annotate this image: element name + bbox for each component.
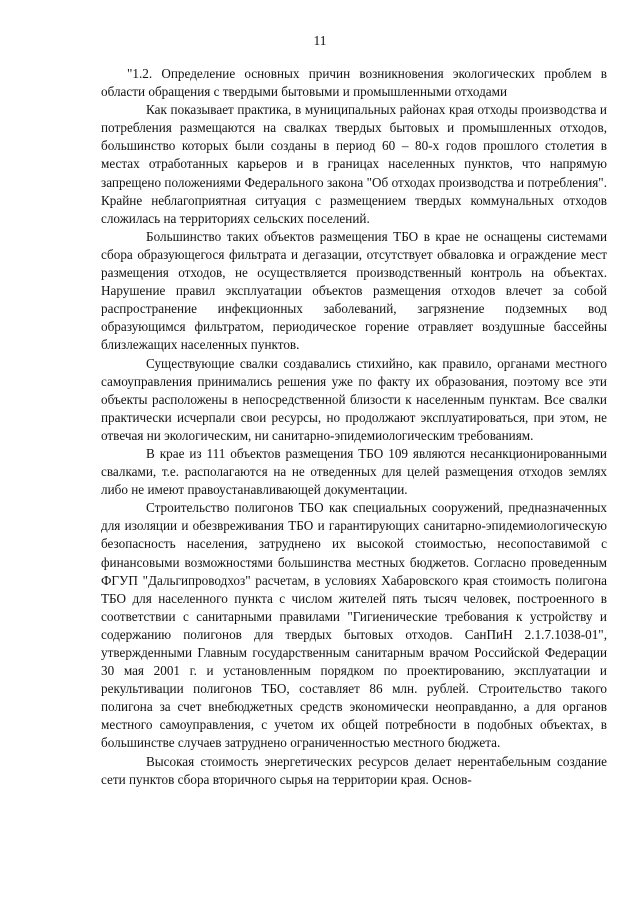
page-number: 11 [313,33,327,48]
paragraph-energy-costs: Высокая стоимость энергетических ресурсов делает нерентабельным создание сети пунктов сбора вторичного сырья на территории края. Основ- [101,753,607,787]
paragraph-polygon-construction: Строительство полигонов ТБО как специальных сооружений, предназначенных для изоляции и обезвреживания ТБО и гарантирующих санитарно-эпидемиологическую безопасность населения, затруднено их высокой стоимостью, несопоставимой с финансовыми возможностями большинства местных бюджетов. Согласно проведенным ФГУП "Дальгипроводхоз" расчетам, в условиях Хабаровского края стоимость полигона ТБО для населенного пункта с числом жителей пять тысяч человек, построенного в соответствии с санитарными правилами "Гигиенические требования к устройству и содержанию полигонов для твердых бытовых отходов. СанПиН 2.1.7.1038-01", утвержденными Главным государственным санитарным врачом Российской Федерации 30 мая 2001 г. и установленным порядком по проектированию, эксплуатации и рекультивации полигонов ТБО, составляет 86 млн. рублей. Строительство такого полигона за счет внебюджетных средств экономически неоправданно, а для органов местного самоуправления, с учетом их общей потребности в подобных объектах, в большинстве случаев затруднено ограниченностью местного бюджета. [101,500,607,751]
document-body [101,65,607,789]
paragraph-unauthorized-dumps: В крае из 111 объектов размещения ТБО 109 являются несанкционированными свалками, т.е. располагаются на не отведенных для целей размещения отходов землях либо не имеют правоустанавливающей документации. [101,445,607,498]
paragraph-landfill-practice: Как показывает практика, в муниципальных районах края отходы производства и потребления размещаются на свалках твердых бытовых и промышленных отходов, большинство которых были созданы в период 60 – 80-х годов прошлого столетия в местах отработанных карьеров и в границах населенных пунктов, что напрямую запрещено положениями Федерального закона "Об отходах производства и потребления". Крайне неблагоприятная ситуация с размещением твердых коммунальных отходов сложилась на территориях сельских поселений. [101,102,607,226]
paragraph-equipment-issues: Большинство таких объектов размещения ТБО в крае не оснащены системами сбора образующегося фильтрата и дегазации, отсутствует обваловка и ограждение мест размещения отходов, не осуществляется производственный контроль на объектах. Нарушение правил эксплуатации объектов размещения отходов влечет за собой распространение инфекционных заболеваний, загрязнение подземных вод образующимся фильтратом, периодическое горение отравляет воздушные бассейны близлежащих населенных пунктов. [101,228,607,353]
paragraph-spontaneous-dumps: Существующие свалки создавались стихийно, как правило, органами местного самоуправления принимались решения уже по факту их образования, поэтому все эти объекты расположены в непосредственной близости к населенным пунктам. Все свалки практически исчерпали свои ресурсы, но продолжают эксплуатироваться, при этом, не отвечая ни экологическим, ни санитарно-эпидемиологическим требованиям. [101,355,607,443]
section-heading: "1.2. Определение основных причин возникновения экологических проблем в области обращения с твердыми бытовыми и промышленными отходами [101,66,607,100]
